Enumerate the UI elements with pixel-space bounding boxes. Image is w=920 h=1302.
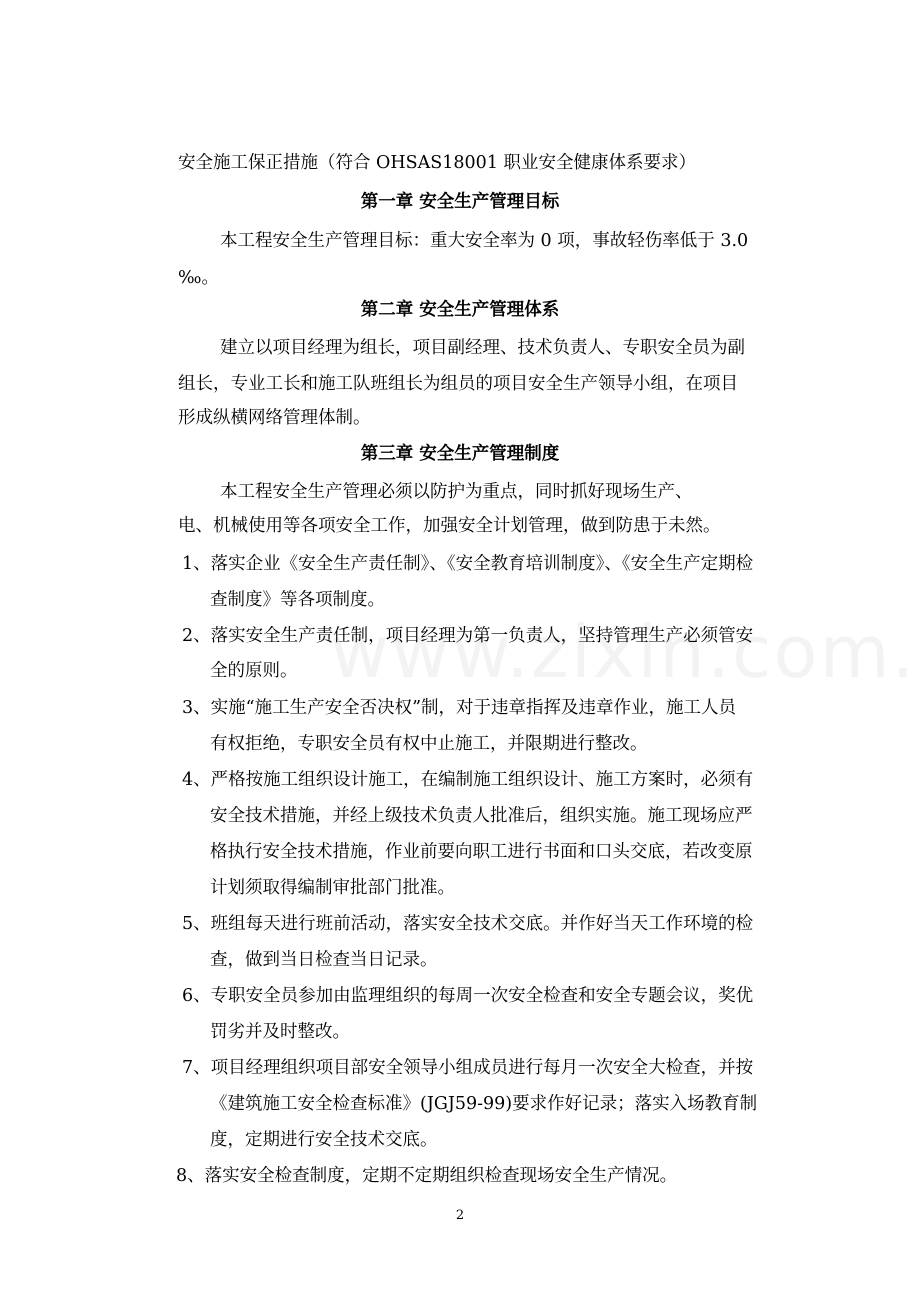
list-item-4-cont: 安全技术措施，并经上级技术负责人批准后，组织实施。施工现场应严 [210, 806, 753, 826]
list-item-2: 2、落实安全生产责任制，项目经理为第一负责人，坚持管理生产必须管安 [182, 626, 754, 646]
list-item-4: 4、严格按施工组织设计施工，在编制施工组织设计、施工方案时，必须有 [182, 770, 754, 790]
list-item-7: 7、项目经理组织项目部安全领导小组成员进行每月一次安全大检查，并按 [182, 1058, 754, 1078]
list-item-3-cont: 有权拒绝，专职安全员有权中止施工，并限期进行整改。 [210, 734, 648, 754]
chapter-2-title: 第二章 安全生产管理体系 [360, 300, 560, 320]
paragraph-line: 形成纵横网络管理体制。 [178, 408, 371, 428]
list-item-6-cont: 罚劣并及时整改。 [210, 1022, 350, 1042]
paragraph-line: 组长，专业工长和施工队班组长为组员的项目安全生产领导小组，在项目 [178, 374, 738, 394]
document-intro: 安全施工保正措施（符合 OHSAS18001 职业安全健康体系要求） [178, 153, 697, 173]
chapter-3-title: 第三章 安全生产管理制度 [360, 444, 560, 464]
paragraph-line: 本工程安全生产管理必须以防护为重点，同时抓好现场生产、 [220, 482, 693, 502]
list-item-4-cont: 格执行安全技术措施，作业前要向职工进行书面和口头交底，若改变原 [210, 842, 753, 862]
chapter-1-title: 第一章 安全生产管理目标 [360, 192, 560, 212]
list-item-2-cont: 全的原则。 [210, 661, 298, 681]
list-item-5-cont: 查，做到当日检查当日记录。 [210, 950, 438, 970]
paragraph-line: 本工程安全生产管理目标：重大安全率为 0 项，事故轻伤率低于 3.0 [220, 231, 749, 251]
list-item-1-cont: 查制度》等各项制度。 [210, 590, 385, 610]
paragraph-line: 电、机械使用等各项安全工作，加强安全计划管理，做到防患于未然。 [178, 516, 721, 536]
list-item-8: 8、落实安全检查制度，定期不定期组织检查现场安全生产情况。 [176, 1166, 678, 1186]
list-item-3: 3、实施“施工生产安全否决权”制，对于违章指挥及违章作业，施工人员 [182, 698, 737, 718]
page-number: 2 [455, 1208, 465, 1223]
list-item-7-cont: 度，定期进行安全技术交底。 [210, 1130, 438, 1150]
list-item-4-cont: 计划须取得编制审批部门批准。 [210, 878, 455, 898]
list-item-7-cont: 《建筑施工安全检查标准》(JGJ59-99)要求作好记录；落实入场教育制 [210, 1094, 758, 1114]
paragraph-line: 建立以项目经理为组长，项目副经理、技术负责人、专职安全员为副 [220, 338, 745, 358]
list-item-5: 5、班组每天进行班前活动，落实安全技术交底。并作好当天工作环境的检 [182, 914, 754, 934]
list-item-1: 1、落实企业《安全生产责任制》、《安全教育培训制度》、《安全生产定期检 [182, 554, 754, 574]
list-item-6: 6、专职安全员参加由监理组织的每周一次安全检查和安全专题会议，奖优 [182, 986, 754, 1006]
paragraph-line: ‰。 [178, 268, 219, 288]
